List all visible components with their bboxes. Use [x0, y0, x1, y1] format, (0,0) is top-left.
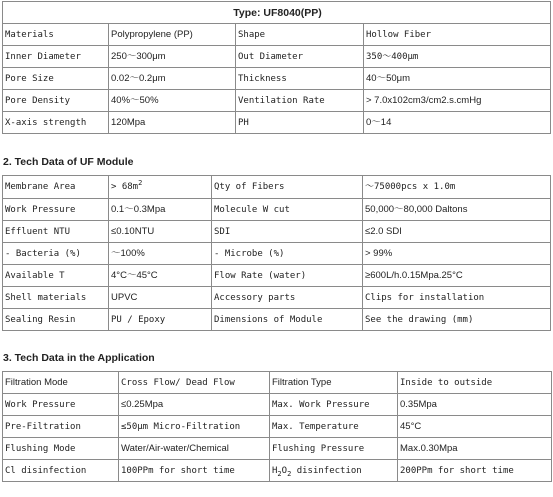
table-cell: 4°C～45°C: [109, 265, 212, 287]
table-cell: PH: [236, 112, 364, 134]
table-cell: ～75000pcs x 1.0m: [363, 176, 551, 199]
table-row: [3, 287, 551, 309]
table-cell: [109, 176, 212, 199]
table-cell: Shape: [236, 24, 364, 46]
table-cell: - Microbe (%): [212, 243, 363, 265]
table-cell: > 99%: [363, 243, 551, 265]
table-cell: Inside to outside: [398, 372, 552, 394]
table-title-row: [3, 2, 551, 24]
table-row: [3, 68, 551, 90]
table-cell: 40%～50%: [109, 90, 236, 112]
table-row: [3, 309, 551, 331]
table-cell: Materials: [3, 24, 109, 46]
table-cell: 350～400μm: [364, 46, 551, 68]
table-cell: Dimensions of Module: [212, 309, 363, 331]
table-row: [3, 221, 551, 243]
table-cell: Cross Flow/ Dead Flow: [119, 372, 270, 394]
table-cell: 120Mpa: [109, 112, 236, 134]
table-cell: X-axis strength: [3, 112, 109, 134]
table-cell: - Bacteria (%): [3, 243, 109, 265]
table-row: [3, 90, 551, 112]
table-cell: Work Pressure: [3, 199, 109, 221]
table-cell: SDI: [212, 221, 363, 243]
table-cell: Out Diameter: [236, 46, 364, 68]
table-cell: See the drawing (mm): [363, 309, 551, 331]
h2o2-h: H: [272, 465, 278, 476]
subscript: 2: [287, 469, 292, 478]
table-cell: 0.02～0.2μm: [109, 68, 236, 90]
table-row: [3, 24, 551, 46]
table-cell: Work Pressure: [3, 394, 119, 416]
table-title: Type: UF8040(PP): [3, 2, 551, 24]
table-cell: Pre-Filtration: [3, 416, 119, 438]
table-cell: PU / Epoxy: [109, 309, 212, 331]
table-cell: Max. Temperature: [270, 416, 398, 438]
table-cell: 50,000～80,000 Daltons: [363, 199, 551, 221]
table-cell: Flushing Pressure: [270, 438, 398, 460]
table-row: [3, 438, 552, 460]
table-cell: 0.1～0.3Mpa: [109, 199, 212, 221]
table-cell: > 7.0x102cm3/cm2.s.cmHg: [364, 90, 551, 112]
table-cell: Pore Size: [3, 68, 109, 90]
table-cell: 0.35Mpa: [398, 394, 552, 416]
section-heading-uf-module: 2. Tech Data of UF Module: [3, 156, 134, 168]
table-row: [3, 46, 551, 68]
table-cell: ≤0.10NTU: [109, 221, 212, 243]
table-cell: Sealing Resin: [3, 309, 109, 331]
table-cell: Effluent NTU: [3, 221, 109, 243]
section-heading-application: 3. Tech Data in the Application: [3, 352, 155, 364]
table-cell: Cl disinfection: [3, 460, 119, 482]
table-cell: UPVC: [109, 287, 212, 309]
table-cell: ≥600L/h.0.15Mpa.25°C: [363, 265, 551, 287]
table-cell: 40～50μm: [364, 68, 551, 90]
table-cell: 250～300μm: [109, 46, 236, 68]
table-cell: Flushing Mode: [3, 438, 119, 460]
table-cell: Filtration Mode: [3, 372, 119, 394]
h2o2-rest: disinfection: [291, 465, 362, 476]
table-cell: Clips for installation: [363, 287, 551, 309]
table-cell: 200PPm for short time: [398, 460, 552, 482]
table-cell: ≤0.25Mpa: [119, 394, 270, 416]
table-cell: Hollow Fiber: [364, 24, 551, 46]
table-uf-module: [2, 175, 551, 331]
table-cell: Qty of Fibers: [212, 176, 363, 199]
table-row: [3, 372, 552, 394]
table-cell: 45°C: [398, 416, 552, 438]
table-cell: [270, 460, 398, 482]
table-row: [3, 460, 552, 482]
table-row: [3, 265, 551, 287]
table-cell: Shell materials: [3, 287, 109, 309]
table-cell: Polypropylene (PP): [109, 24, 236, 46]
table-cell: Water/Air-water/Chemical: [119, 438, 270, 460]
table-cell: Thickness: [236, 68, 364, 90]
table-cell: Accessory parts: [212, 287, 363, 309]
table-cell: 100PPm for short time: [119, 460, 270, 482]
table-cell: Ventilation Rate: [236, 90, 364, 112]
table-cell: Filtration Type: [270, 372, 398, 394]
table-row: [3, 243, 551, 265]
table-row: [3, 112, 551, 134]
table-application: [2, 371, 552, 482]
superscript: 2: [138, 179, 143, 187]
table-row: [3, 416, 552, 438]
table-row: [3, 199, 551, 221]
table-cell: ～100%: [109, 243, 212, 265]
subscript: 2: [277, 469, 282, 478]
table-cell: Pore Density: [3, 90, 109, 112]
table-uf8040-properties: [2, 1, 551, 134]
table-cell: Inner Diameter: [3, 46, 109, 68]
table-row: [3, 394, 552, 416]
table-cell: Membrane Area: [3, 176, 109, 199]
table-cell: ≤2.0 SDI: [363, 221, 551, 243]
table-row: [3, 176, 551, 199]
table-cell: 0～14: [364, 112, 551, 134]
table-cell: Molecule W cut: [212, 199, 363, 221]
table-cell: Max.0.30Mpa: [398, 438, 552, 460]
membrane-area-value: > 68m: [111, 182, 139, 192]
table-cell: Available T: [3, 265, 109, 287]
table-cell: ≤50μm Micro-Filtration: [119, 416, 270, 438]
table-cell: Flow Rate (water): [212, 265, 363, 287]
table-cell: Max. Work Pressure: [270, 394, 398, 416]
h2o2-o: O: [281, 465, 288, 476]
